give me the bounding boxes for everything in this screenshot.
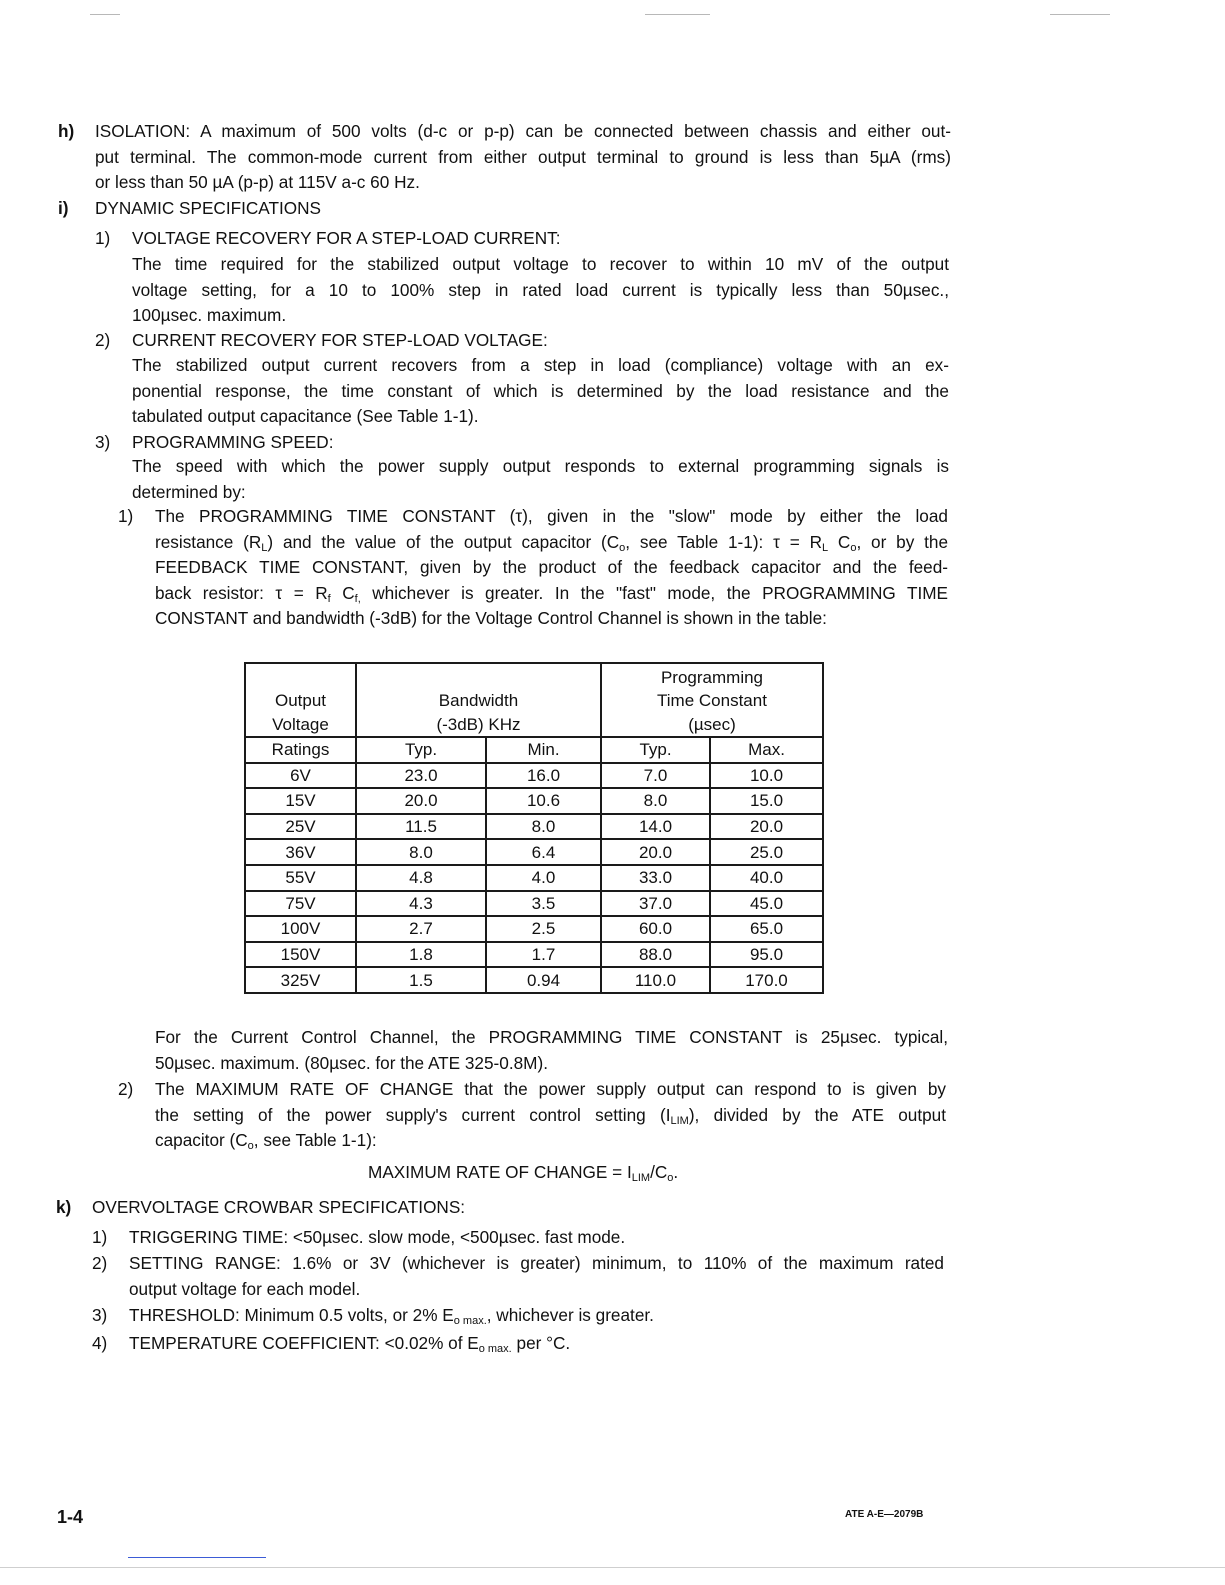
text-line: resistance $(R_L)$ and the value of the output capacitor ($C_o$, see Table 1-1): $\tau = R_L$ $C_o$, or by the (155, 531, 948, 554)
bandwidth-time-constant-table (244, 662, 824, 994)
text-line: output voltage for each model. (129, 1278, 361, 1299)
text-line: FEEDBACK TIME CONSTANT, given by the product of the feedback capacitor and the feed- (155, 557, 948, 577)
table-cell: 2.5 (486, 916, 601, 942)
scan-mark (645, 14, 710, 15)
table-cell: 65.0 (710, 916, 823, 942)
table-cell: 15.0 (710, 788, 823, 814)
section-title: OVERVOLTAGE CROWBAR SPECIFICATIONS: (92, 1197, 466, 1217)
table-header-ratings: Ratings (245, 737, 356, 763)
page-number: 1-4 (57, 1507, 84, 1527)
text-line: or less than 50 µA (p-p) at 115V a-c 60 Hz. (95, 172, 420, 192)
table-cell: 15V (245, 788, 356, 814)
table-row (245, 891, 823, 917)
table-cell: 55V (245, 865, 356, 891)
programming-speed-text (132, 454, 949, 505)
section-title: DYNAMIC SPECIFICATIONS (95, 198, 322, 218)
table-header-min: Min. (486, 737, 601, 763)
table-header-programming-time-constant: Programming Time Constant (µsec) (601, 663, 823, 737)
table-cell: 75V (245, 891, 356, 917)
table-cell: 325V (245, 967, 356, 993)
table-row (245, 967, 823, 993)
table-cell: 60.0 (601, 916, 710, 942)
text-line: The time required for the stabilized output voltage to recover to within 10 mV of the output (132, 254, 949, 274)
text-line: voltage setting, for a 10 to 100% step in rated load current is typically less than 50µsec., (132, 279, 949, 300)
item-number: 3) (95, 432, 111, 452)
table-cell: 25.0 (710, 839, 823, 865)
table-cell: 150V (245, 942, 356, 968)
text-line: The MAXIMUM RATE OF CHANGE that the power supply output can respond to is given by (155, 1079, 946, 1099)
current-recovery-text (132, 353, 949, 430)
text-line: ponential response, the time constant of which is determined by the load resistance and the (132, 380, 949, 401)
text-line: put terminal. The common-mode current from either output terminal to ground is less than 5µA (rms) (95, 146, 951, 167)
voltage-recovery-text (132, 252, 949, 329)
subitem-number: 2) (118, 1079, 134, 1099)
text-line: The speed with which the power supply output responds to external programming signals is (132, 456, 949, 476)
table-cell: 20.0 (710, 814, 823, 840)
item-title: VOLTAGE RECOVERY FOR A STEP-LOAD CURRENT: (132, 228, 561, 248)
threshold-text: THRESHOLD: Minimum 0.5 volts, or 2% $E_{o max.}$, whichever is greater. (129, 1305, 654, 1327)
table-cell: 1.5 (356, 967, 486, 993)
scan-mark (90, 14, 120, 15)
table-cell: 6V (245, 763, 356, 789)
table-cell: 4.8 (356, 865, 486, 891)
document-code: ATE A-E—2079B (845, 1509, 924, 1520)
table-cell: 45.0 (710, 891, 823, 917)
section-label: k) (56, 1197, 72, 1217)
subitem-number: 1) (118, 506, 134, 526)
table-row (245, 916, 823, 942)
table-row (245, 788, 823, 814)
text-line: ISOLATION: A maximum of 500 volts (d-c or p-p) can be connected between chassis and either out- (95, 121, 951, 141)
table-cell: 0.94 (486, 967, 601, 993)
table-cell: 8.0 (601, 788, 710, 814)
table-cell: 6.4 (486, 839, 601, 865)
table-cell: 1.7 (486, 942, 601, 968)
table-cell: 3.5 (486, 891, 601, 917)
section-label: h) (58, 121, 75, 141)
table-cell: 110.0 (601, 967, 710, 993)
scan-mark (1050, 14, 1110, 15)
item-title: PROGRAMMING SPEED: (132, 432, 334, 452)
section-label: i) (58, 198, 69, 218)
item-number: 1) (95, 228, 111, 248)
table-row (245, 763, 823, 789)
table-cell: 25V (245, 814, 356, 840)
table-cell: 23.0 (356, 763, 486, 789)
text-line: back resistor: $\tau = R_f$ $C_{f,}$ whichever is greater. In the "fast" mode, the PROGRAMMING TIME (155, 582, 949, 605)
table-cell: 170.0 (710, 967, 823, 993)
table-header-typ: Typ. (601, 737, 710, 763)
text-line: 100µsec. maximum. (132, 305, 287, 325)
table-cell: 40.0 (710, 865, 823, 891)
table-cell: 36V (245, 839, 356, 865)
table-cell: 37.0 (601, 891, 710, 917)
table-cell: 100V (245, 916, 356, 942)
text-line: tabulated output capacitance (See Table 1-1). (132, 406, 479, 426)
isolation-paragraph (95, 119, 951, 196)
table-row (245, 865, 823, 891)
table-header-output-voltage: Output Voltage (245, 663, 356, 737)
table-cell: 1.8 (356, 942, 486, 968)
item-number: 2) (95, 330, 111, 350)
table-header-typ: Typ. (356, 737, 486, 763)
page-edge (0, 1567, 1225, 1568)
text-line: SETTING RANGE: 1.6% or 3V (whichever is greater) minimum, to 110% of the maximum rated (129, 1253, 944, 1273)
item-number: 1) (92, 1227, 108, 1247)
table-cell: 14.0 (601, 814, 710, 840)
table-cell: 11.5 (356, 814, 486, 840)
item-number: 2) (92, 1253, 108, 1273)
table-header-max: Max. (710, 737, 823, 763)
text-line: The PROGRAMMING TIME CONSTANT (τ), given in the "slow" mode by either the load (155, 506, 948, 526)
text-line: the setting of the power supply's current control setting $(I_{LIM})$, divided by the ATE output (155, 1104, 947, 1127)
table-cell: 10.0 (710, 763, 823, 789)
text-line: CONSTANT and bandwidth (-3dB) for the Voltage Control Channel is shown in the table: (155, 608, 827, 628)
table-cell: 16.0 (486, 763, 601, 789)
table-cell: 10.6 (486, 788, 601, 814)
table-cell: 4.0 (486, 865, 601, 891)
table-subheader-row (245, 737, 823, 763)
text-line: The stabilized output current recovers from a step in load (compliance) voltage with an ex- (132, 355, 949, 375)
footer-rule (128, 1557, 266, 1558)
max-rate-formula: MAXIMUM RATE OF CHANGE = $I_{LIM}/C_o$. (368, 1162, 679, 1184)
table-row (245, 839, 823, 865)
programming-time-constant-text (155, 504, 948, 632)
item-title: CURRENT RECOVERY FOR STEP-LOAD VOLTAGE: (132, 330, 548, 350)
text-line: capacitor ($C_o$, see Table 1-1): (155, 1130, 377, 1152)
item-number: 4) (92, 1333, 108, 1353)
text-line: 50µsec. maximum. (80µsec. for the ATE 325-0.8M). (155, 1052, 548, 1073)
current-control-text (155, 1025, 948, 1076)
table-cell: 33.0 (601, 865, 710, 891)
temperature-coefficient-text: TEMPERATURE COEFFICIENT: <0.02% of $E_{o max.}$ per °C. (129, 1333, 571, 1355)
table-cell: 8.0 (356, 839, 486, 865)
table-cell: 20.0 (356, 788, 486, 814)
table-cell: 4.3 (356, 891, 486, 917)
table-cell: 95.0 (710, 942, 823, 968)
table-header-bandwidth: Bandwidth (-3dB) KHz (356, 663, 601, 737)
text-line: determined by: (132, 481, 246, 502)
table-cell: 2.7 (356, 916, 486, 942)
table-row (245, 814, 823, 840)
setting-range-text (129, 1251, 944, 1302)
table-cell: 8.0 (486, 814, 601, 840)
table-cell: 88.0 (601, 942, 710, 968)
triggering-time-text: TRIGGERING TIME: <50µsec. slow mode, <500µsec. fast mode. (129, 1227, 626, 1247)
table-cell: 20.0 (601, 839, 710, 865)
table-cell: 7.0 (601, 763, 710, 789)
table-row (245, 942, 823, 968)
item-number: 3) (92, 1305, 108, 1325)
text-line: For the Current Control Channel, the PROGRAMMING TIME CONSTANT is 25µsec. typical, (155, 1027, 948, 1047)
max-rate-of-change-text (155, 1077, 946, 1154)
